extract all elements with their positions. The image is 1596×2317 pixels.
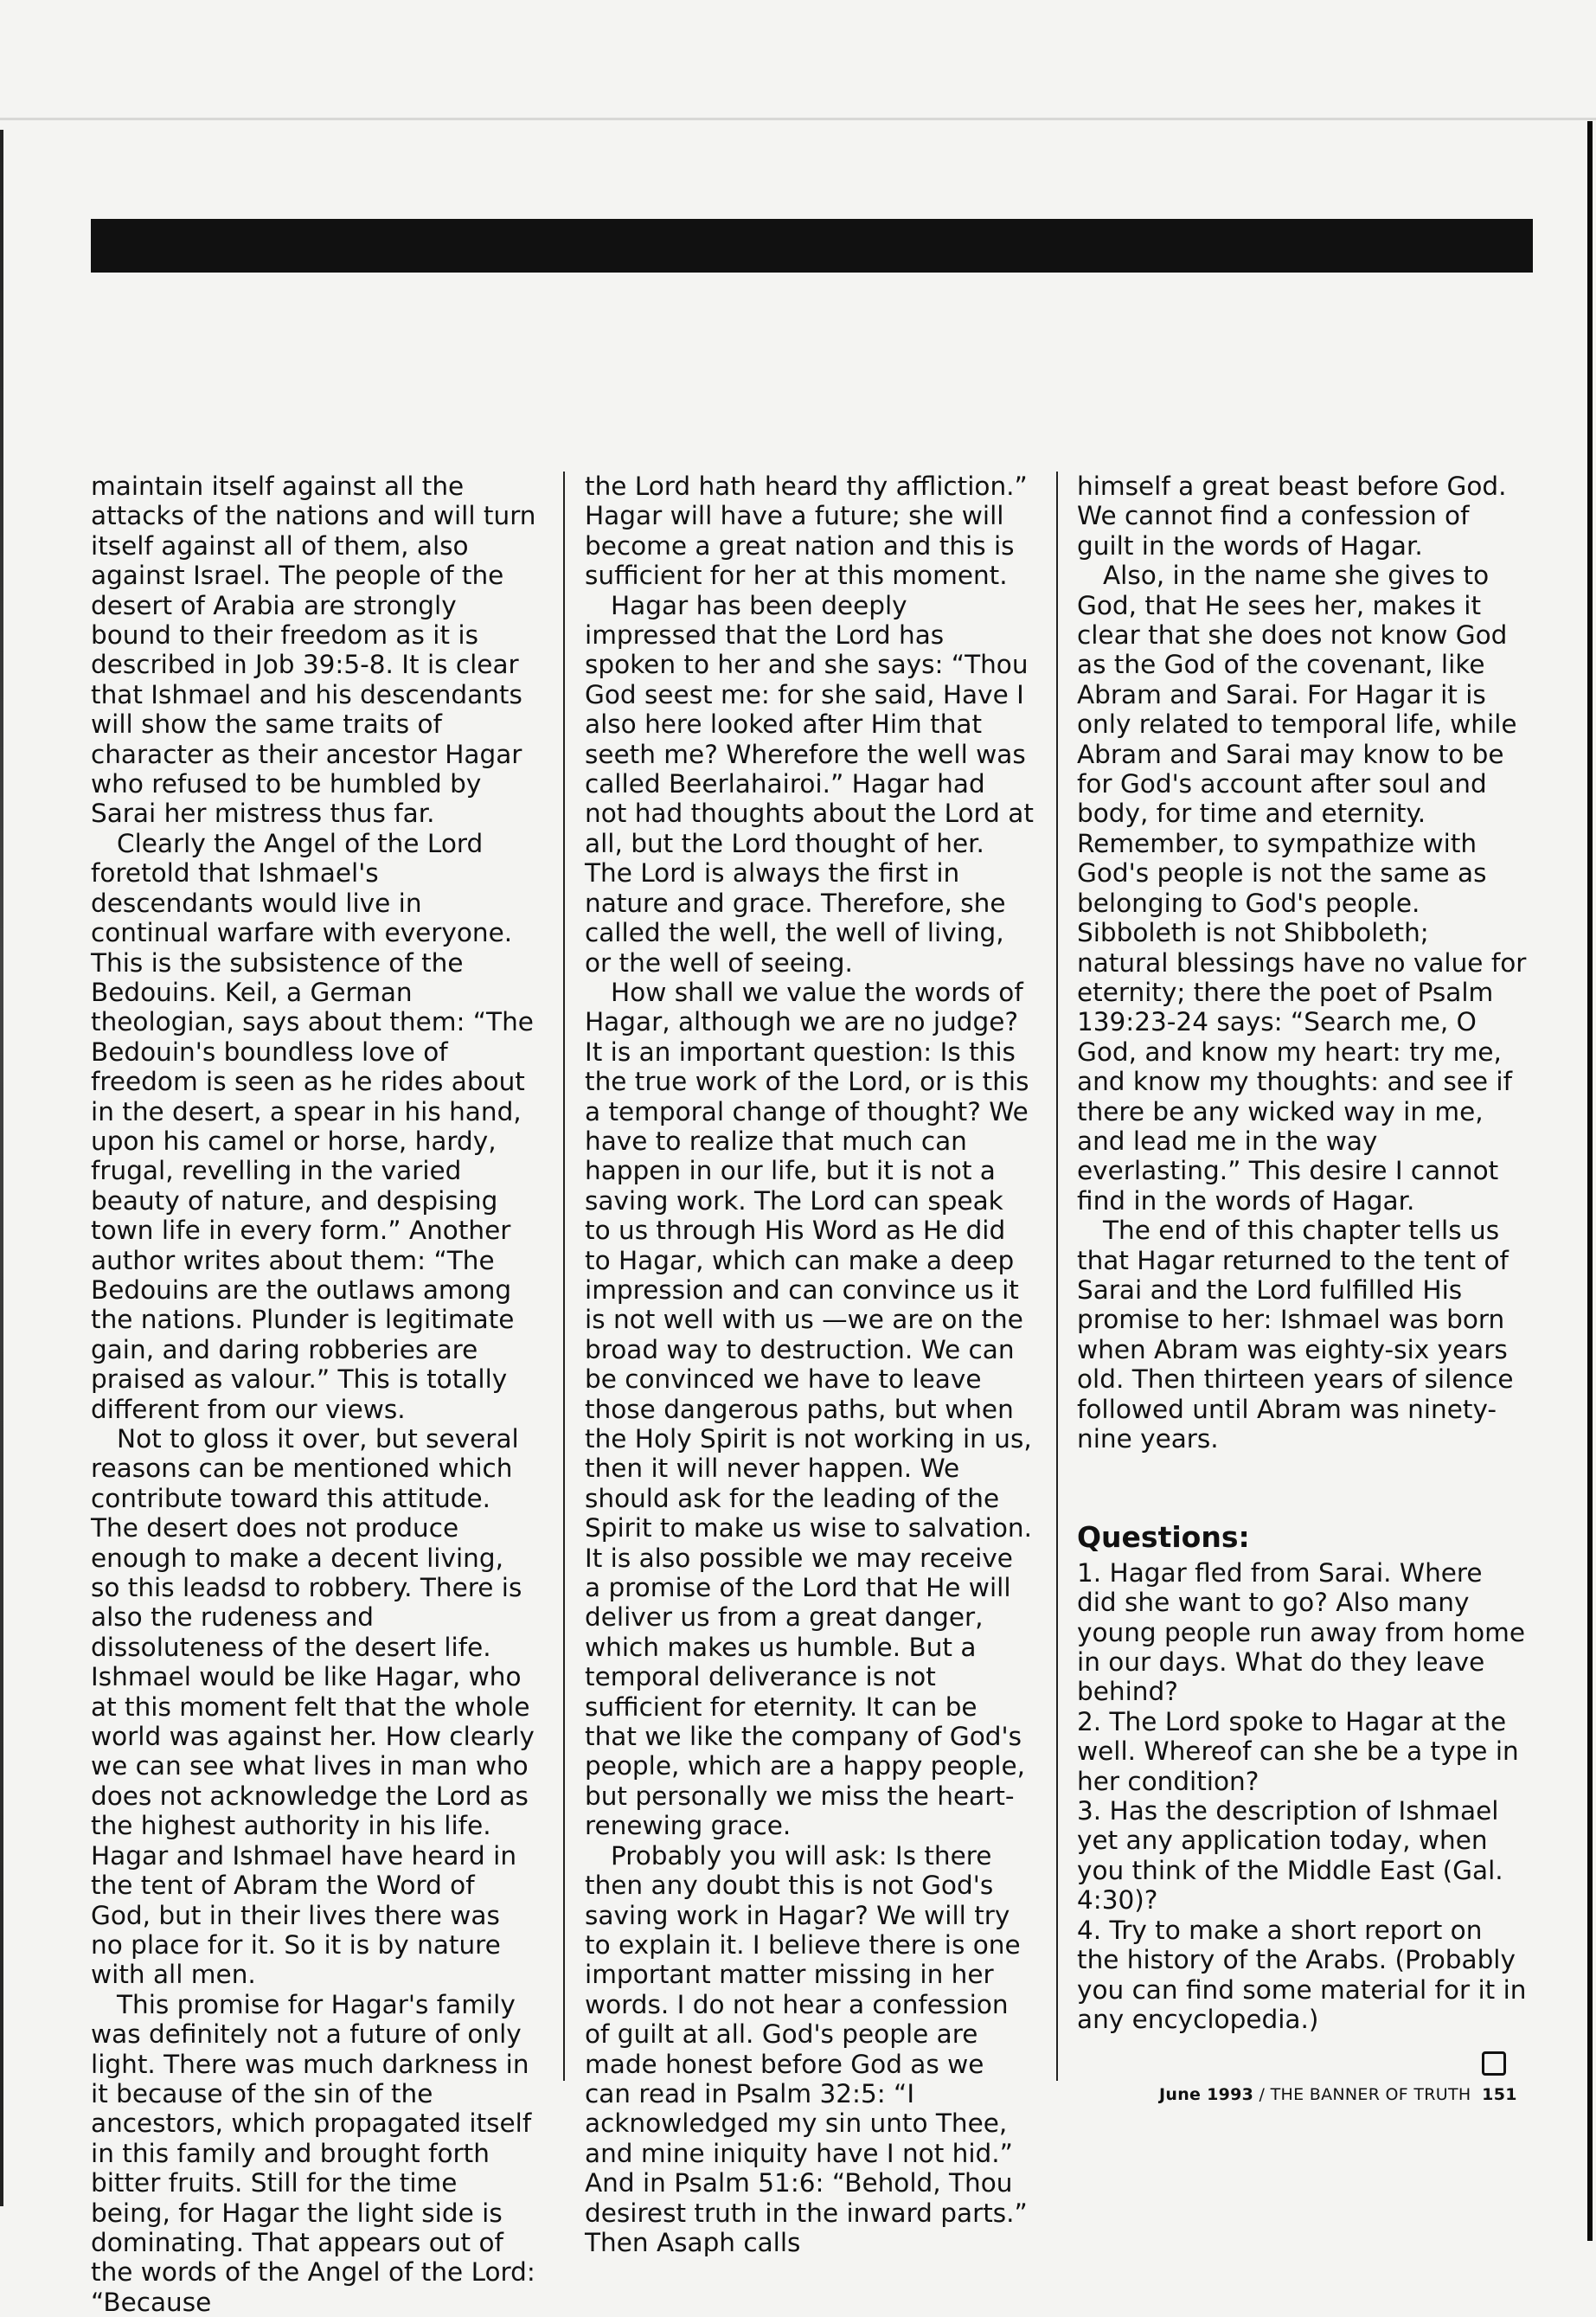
question-item: 4. Try to make a short report on the history of the Arabs. (Probably you can find some material for it in any encyclopedia.) bbox=[1077, 1915, 1527, 2034]
issue-date: June 1993 bbox=[1159, 2085, 1254, 2104]
page-number: 151 bbox=[1482, 2085, 1517, 2104]
scan-edge-top bbox=[0, 118, 1596, 120]
paragraph: Probably you will ask: Is there then any doubt this is not God's saving work in Hagar? We will try to explain it. I believe there is one important matter missing in her words. I do not hear a confession of guilt at all. God's people are made honest before God as we can read in Psalm 32:5: “I acknowledged my sin unto Thee, and mine iniquity have I not hid.” And in Psalm 51:6: “Behold, Thou desirest truth in the inward parts.” Then Asaph calls bbox=[585, 1840, 1028, 2257]
end-of-article-icon bbox=[1482, 2051, 1506, 2076]
scan-edge-left bbox=[0, 130, 3, 2206]
text-column-3 bbox=[1077, 472, 1527, 2076]
paragraph: Hagar has been deeply impressed that the Lord has spoken to her and she says: “Thou God seest me: for she said, Have I also here looked after Him that seeth me? Wherefore the well was called Beerlahairoi.” Hagar had not had thoughts about the Lord at all, but the Lord thought of her. The Lord is always the first in nature and grace. Therefore, she called the well, the well of living, or the well of seeing. bbox=[585, 590, 1034, 978]
questions-heading: Questions: bbox=[1077, 1520, 1250, 1555]
question-item: 2. The Lord spoke to Hagar at the well. Whereof can she be a type in her condition? bbox=[1077, 1706, 1519, 1796]
question-item: 1. Hagar fled from Sarai. Where did she want to go? Also many young people run away from home in our days. What do they leave behind? bbox=[1077, 1557, 1526, 1707]
page-footer bbox=[1159, 2085, 1517, 2104]
paragraph: Clearly the Angel of the Lord foretold that Ishmael's descendants would live in continual warfare with everyone. This is the subsistence of the Bedouins. Keil, a German theologian, says about them: “The Bedouin's boundless love of freedom is seen as he rides about in the desert, a spear in his hand, upon his camel or horse, hardy, frugal, revelling in the varied beauty of nature, and despising town life in every form.” Another author writes about them: “The Bedouins are the outlaws among the nations. Plunder is legitimate gain, and daring robberies are praised as valour.” This is totally different from our views. bbox=[91, 828, 534, 1424]
footer-separator: / bbox=[1253, 2085, 1271, 2104]
scan-edge-right bbox=[1587, 121, 1593, 2241]
paragraph: The end of this chapter tells us that Hagar returned to the tent of Sarai and the Lord fulfilled His promise to her: Ishmael was born when Abram was eighty-six years old. Then thirteen years of silence followed until Abram was ninety-nine years. bbox=[1077, 1216, 1514, 1454]
paragraph: maintain itself against all the attacks of the nations and will turn itself against all of them, also against Israel. The people of the desert of Arabia are strongly bound to their freedom as it is described in Job 39:5-8. It is clear that Ishmael and his descendants will show the same traits of character as their ancestor Hagar who refused to be humbled by Sarai her mistress thus far. bbox=[91, 472, 536, 829]
publication-name: THE BANNER OF TRUTH bbox=[1270, 2085, 1471, 2104]
paragraph: How shall we value the words of Hagar, although we are no judge? It is an important question: Is this the true work of the Lord, or is this a temporal change of thought? We have to realize that much can happen in our life, but it is not a saving work. The Lord can speak to us through His Word as He did to Hagar, which can make a deep impression and can convince us it is not well with us —we are on the broad way to destruction. We can be convinced we have to leave those dangerous paths, but when the Holy Spirit is not working in us, then it will never happen. We should ask for the leading of the Spirit to make us wise to salvation. It is also possible we may receive a promise of the Lord that He will deliver us from a great danger, which makes us humble. But a temporal deliverance is not sufficient for eternity. It can be that we like the company of God's people, which are a happy people, but personally we miss the heart-renewing grace. bbox=[585, 977, 1032, 1841]
paragraph: the Lord hath heard thy affliction.” Hagar will have a future; she will become a great nation and this is sufficient for her at this moment. bbox=[585, 472, 1028, 591]
text-column-2 bbox=[585, 472, 1035, 2257]
paragraph: Not to gloss it over, but several reasons can be mentioned which contribute toward this attitude. The desert does not produce enough to make a decent living, so this leadsd to robbery. There is also the rudeness and dissoluteness of the desert life. Ishmael would be like Hagar, who at this moment felt that the whole world was against her. How clearly we can see what lives in man who does not acknowledge the Lord as the highest authority in his life. Hagar and Ishmael have heard in the tent of Abram the Word of God, but in their lives there was no place for it. So it is by nature with all men. bbox=[91, 1424, 535, 1990]
paragraph: himself a great beast before God. We cannot find a confession of guilt in the words of Hagar. bbox=[1077, 472, 1507, 561]
text-column-1 bbox=[91, 472, 536, 2317]
paragraph: Also, in the name she gives to God, that He sees her, makes it clear that she does not know God as the God of the covenant, like Abram and Sarai. For Hagar it is only related to temporal life, while Abram and Sarai may know to be for God's account after soul and body, for time and eternity. Remember, to sympathize with God's people is not the same as belonging to God's people. Sibboleth is not Shibboleth; natural blessings have no value for eternity; there the poet of Psalm 139:23-24 says: “Search me, O God, and know my heart: try me, and know my thoughts: and see if there be any wicked way in me, and lead me in the way everlasting.” This desire I cannot find in the words of Hagar. bbox=[1077, 561, 1527, 1216]
column-divider bbox=[563, 472, 565, 2081]
paragraph: This promise for Hagar's family was definitely not a future of only light. There was much darkness in it because of the sin of the ancestors, which propagated itself in this family and brought forth bitter fruits. Still for the time being, for Hagar the light side is dominating. That appears out of the words of the Angel of the Lord: “Because bbox=[91, 1989, 535, 2317]
question-item: 3. Has the description of Ishmael yet any application today, when you think of the Middle East (Gal. 4:30)? bbox=[1077, 1796, 1503, 1916]
column-divider bbox=[1056, 472, 1058, 2081]
header-bar bbox=[91, 219, 1533, 273]
